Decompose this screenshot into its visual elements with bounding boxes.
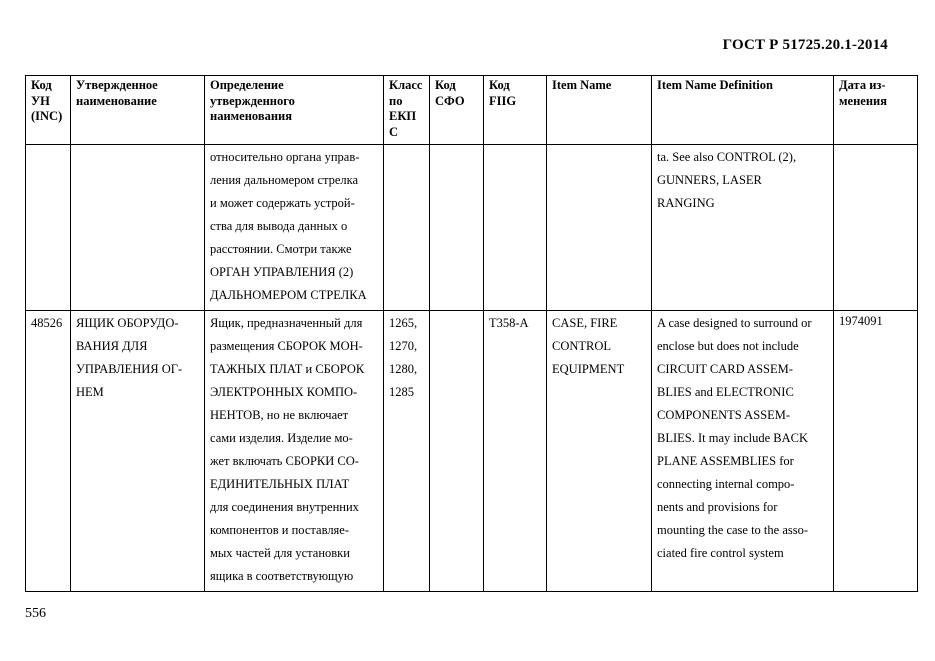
- header-item-name: [547, 76, 652, 145]
- cell-text-line: BLIES. It may include BACK: [657, 431, 809, 445]
- cell-text-line: ления дальномером стрелка: [210, 173, 359, 187]
- cell-text-line: УН: [31, 93, 50, 108]
- cell-text-line: COMPONENTS ASSEM-: [657, 408, 791, 422]
- cell-fiig: [484, 311, 547, 592]
- page-number: 556: [25, 606, 46, 621]
- cell-text-line: Код: [489, 78, 510, 92]
- cell-change-date: [834, 145, 918, 311]
- cell-text-line: Item Name: [552, 78, 612, 92]
- cell-text-line: наименования: [210, 109, 293, 123]
- cell-text-line: НЕМ: [76, 385, 104, 399]
- cell-text-line: ciated fire control system: [657, 546, 784, 560]
- cell-text-line: GUNNERS, LASER: [657, 173, 762, 187]
- header-approved-name: [71, 76, 205, 145]
- table-header-row: [26, 76, 918, 145]
- cell-inc: [26, 311, 71, 592]
- cell-text-line: С: [389, 124, 399, 139]
- cell-text-line: EQUIPMENT: [552, 362, 625, 376]
- cell-text-line: A case designed to surround or: [657, 316, 812, 330]
- cell-text-line: PLANE ASSEMBLIES for: [657, 454, 794, 468]
- header-class: [384, 76, 430, 145]
- cell-text-line: connecting internal compo-: [657, 477, 795, 491]
- cell-class: [384, 311, 430, 592]
- cell-text-line: ЕКП: [389, 109, 417, 123]
- cell-text-line: утвержденного: [210, 93, 295, 108]
- cell-text-line: (INC): [31, 109, 63, 123]
- cell-text-line: мых частей для установки: [210, 546, 350, 560]
- cell-fiig: [484, 145, 547, 311]
- header-change-date: [834, 76, 918, 145]
- cell-text-line: компонентов и поставляе-: [210, 523, 350, 537]
- cell-approved-name: [71, 145, 205, 311]
- cell-text-line: T358-A: [489, 316, 529, 330]
- cell-text-line: ящика в соответствующую: [210, 569, 354, 583]
- header-sfo: [430, 76, 484, 145]
- cell-item-name: [547, 145, 652, 311]
- cell-approved-name: [71, 311, 205, 592]
- cell-text-line: Ящик, предназначенный для: [210, 316, 363, 330]
- table-row: [26, 311, 918, 592]
- cell-text-line: Код: [435, 78, 456, 92]
- cell-text-line: CASE, FIRE: [552, 316, 618, 330]
- document-standard-number: ГОСТ Р 51725.20.1-2014: [722, 37, 888, 53]
- cell-text-line: nents and provisions for: [657, 500, 778, 514]
- cell-inc: [26, 145, 71, 311]
- cell-text-line: СФО: [435, 93, 465, 108]
- cell-text-line: сами изделия. Изделие мо-: [210, 431, 353, 445]
- cell-text-line: RANGING: [657, 196, 715, 210]
- cell-text-line: для соединения внутренних: [210, 500, 359, 514]
- cell-text-line: ЕДИНИТЕЛЬНЫХ ПЛАТ: [210, 477, 350, 491]
- cell-text-line: BLIES and ELECTRONIC: [657, 385, 794, 399]
- cell-item-name-definition: [652, 311, 834, 592]
- cell-text-line: ВАНИЯ ДЛЯ: [76, 339, 148, 353]
- cell-text-line: FIIG: [489, 93, 517, 108]
- header-item-name-definition: [652, 76, 834, 145]
- cell-text-line: размещения СБОРОК МОН-: [210, 339, 363, 353]
- cell-text-line: менения: [839, 93, 887, 108]
- cell-text-line: 48526: [31, 316, 63, 330]
- cell-sfo: [430, 145, 484, 311]
- cell-sfo: [430, 311, 484, 592]
- cell-text-line: и может содержать устрой-: [210, 196, 355, 210]
- cell-text-line: ta. See also CONTROL (2),: [657, 150, 797, 164]
- cell-text-line: ЭЛЕКТРОННЫХ КОМПО-: [210, 385, 358, 399]
- cell-text-line: enclose but does not include: [657, 339, 799, 353]
- cell-text-line: Код: [31, 78, 52, 92]
- cell-text-line: 1974091: [839, 314, 883, 328]
- cell-text-line: CIRCUIT CARD ASSEM-: [657, 362, 793, 376]
- cell-text-line: жет включать СБОРКИ СО-: [210, 454, 359, 468]
- cell-text-line: наименование: [76, 93, 157, 108]
- cell-text-line: 1265,: [389, 316, 418, 330]
- cell-change-date: [834, 311, 918, 592]
- cell-text-line: 1270,: [389, 339, 418, 353]
- header-name-definition: [205, 76, 384, 145]
- cell-text-line: 1280,: [389, 362, 418, 376]
- cell-text-line: Класс: [389, 78, 423, 92]
- cell-text-line: CONTROL: [552, 339, 612, 353]
- cell-class: [384, 145, 430, 311]
- cell-text-line: НЕНТОВ, но не включает: [210, 408, 349, 422]
- cell-text-line: расстоянии. Смотри также: [210, 242, 352, 256]
- cell-text-line: ДАЛЬНОМЕРОМ СТРЕЛКА: [210, 288, 367, 302]
- cell-text-line: Утвержденное: [76, 78, 158, 92]
- table-row: [26, 145, 918, 311]
- cell-text-line: ства для вывода данных о: [210, 219, 348, 233]
- cell-text-line: УПРАВЛЕНИЯ ОГ-: [76, 362, 183, 376]
- cell-text-line: ЯЩИК ОБОРУДО-: [76, 316, 179, 330]
- cell-text-line: Дата из-: [839, 78, 886, 92]
- cell-text-line: по: [389, 93, 403, 108]
- cell-definition: [205, 311, 384, 592]
- header-inc: [26, 76, 71, 145]
- cell-text-line: 1285: [389, 385, 414, 399]
- cell-definition: [205, 145, 384, 311]
- cell-item-name: [547, 311, 652, 592]
- cell-item-name-definition: [652, 145, 834, 311]
- header-fiig: [484, 76, 547, 145]
- item-name-table: [25, 75, 918, 592]
- cell-text-line: ОРГАН УПРАВЛЕНИЯ (2): [210, 265, 354, 279]
- cell-text-line: mounting the case to the asso-: [657, 523, 809, 537]
- cell-text-line: Определение: [210, 78, 284, 92]
- cell-text-line: относительно органа управ-: [210, 150, 360, 164]
- cell-text-line: ТАЖНЫХ ПЛАТ и СБОРОК: [210, 362, 365, 376]
- cell-text-line: Item Name Definition: [657, 78, 773, 92]
